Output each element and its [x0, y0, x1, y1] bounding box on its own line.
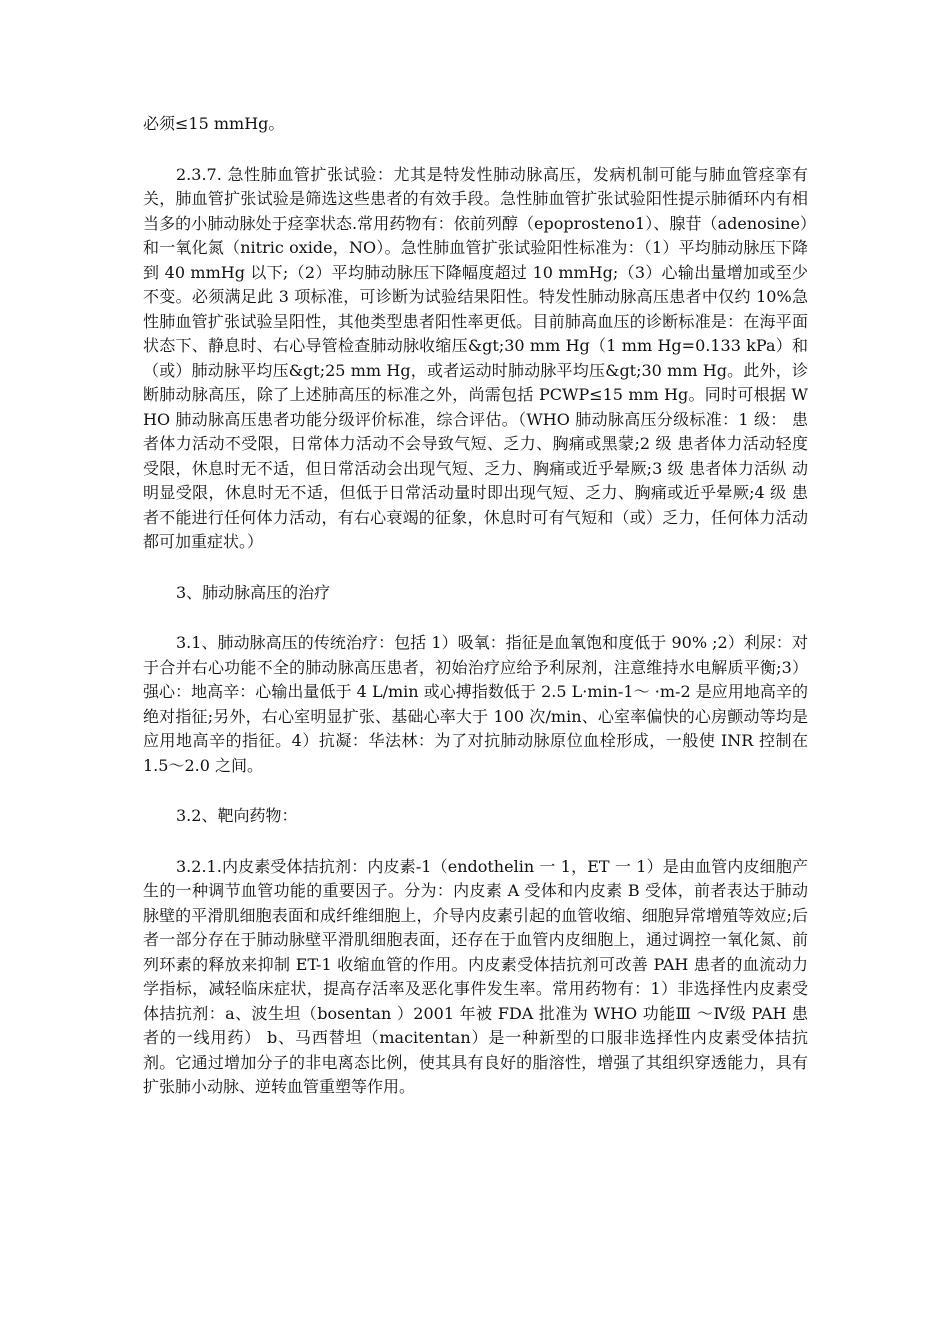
paragraph-3-2-1: 3.2.1.内皮素受体拮抗剂：内皮素-1（endothelin 一 1，ET 一 1）是由血管内皮细胞产生的一种调节血管功能的重要因子。分为：内皮素 A 受体和内皮素 B 受体，前者表达于肺动脉壁的平滑肌细胞表面和成纤维细胞上，介导内皮素引起的血管收缩、细胞异常增殖等效应;后者一部分存在于肺动脉壁平滑肌细胞表面，还存在于血管内皮细胞上，通过调控一氧化氮、前列环素的释放来抑制 ET-1 收缩血管的作用。内皮素受体拮抗剂可改善 PAH 患者的血流动力学指标，减轻临床症状，提高存活率及恶化事件发生率。常用药物有：1）非选择性内皮素受体拮抗剂：a、波生坦（bosentan ）2001 年被 FDA 批准为 WHO 功能Ⅲ ～Ⅳ级 PAH 患者的一线用药） b、马西替坦（macitentan）是一种新型的口服非选择性内皮素受体拮抗剂。它通过增加分子的非电离态比例，使其具有良好的脂溶性，增强了其组织穿透能力，具有扩张肺小动脉、逆转血管重塑等作用。: [143, 856, 808, 1096]
paragraph-continuation: 必须≤15 mmHg。: [143, 114, 285, 133]
paragraph-gap: [143, 778, 808, 804]
paragraph-3-1: 3.1、肺动脉高压的传统治疗：包括 1）吸氧：指征是血氧饱和度低于 90% ;2）利尿：对于合并右心功能不全的肺动脉高压患者，初始治疗应给予利尿剂，注意维持水电解质平衡;3）强心：地高辛：心输出量低于 4 L/min 或心搏指数低于 2.5 L·min-1～ ·m-2 是应用地高辛的绝对指征;另外，右心室明显扩张、基础心率大于 100 次/min、心室率偏快的心房颤动等均是应用地高辛的指征。4）抗凝：华法林：为了对抗肺动脉原位血栓形成，一般使 INR 控制在 1.5～2.0 之间。: [143, 633, 808, 775]
section-heading-3-2: 3.2、靶向药物：: [176, 806, 298, 825]
section-heading-3: 3、肺动脉高压的治疗: [176, 582, 331, 602]
paragraph-2-3-7: 2.3.7. 急性肺血管扩张试验：尤其是特发性肺动脉高压，发病机制可能与肺血管痉挛有关，肺血管扩张试验是筛选这些患者的有效手段。急性肺血管扩张试验阳性提示肺循环内有相当多的小肺动脉处于痉挛状态.常用药物有：依前列醇（epoprosteno1）、腺苷（adenosine）和一氧化氮（nitric oxide，NO）。急性肺血管扩张试验阳性标准为：（1）平均肺动脉压下降到 40 mmHg 以下;（2）平均肺动脉压下降幅度超过 10 mmHg;（3）心输出量增加或至少不变。必须满足此 3 项标准，可诊断为试验结果阳性。特发性肺动脉高压患者中仅约 10%急性肺血管扩张试验呈阳性，其他类型患者阳性率更低。目前肺高血压的诊断标准是：在海平面状态下、静息时、右心导管检查肺动脉收缩压&gt;30 mm Hg（1 mm Hg=0.133 kPa）和（或）肺动脉平均压&gt;25 mm Hg，或者运动时肺动脉平均压&gt;30 mm Hg。此外，诊断肺动脉高压，除了上述肺高压的标准之外，尚需包括 PCWP≤15 mm Hg。同时可根据 WHO 肺动脉高压患者功能分级评价标准，综合评估。（WHO 肺动脉高压分级标准：1 级： 患者体力活动不受限，日常体力活动不会导致气短、乏力、胸痛或黑蒙;2 级 患者体力活动轻度受限，休息时无不适，但日常活动会出现气短、乏力、胸痛或近乎晕厥;3 级 患者体力活纵 动明显受限，休息时无不适，但低于日常活动量时即出现气短、乏力、胸痛或近乎晕厥;4 级 患者不能进行任何体力活动，有右心衰竭的征象，休息时可有气短和（或）乏力，任何体力活动都可加重症状。）: [143, 164, 808, 551]
document-page: [143, 112, 808, 1100]
paragraph-gap: [143, 605, 808, 631]
paragraph-gap: [143, 555, 808, 581]
paragraph-gap: [143, 829, 808, 855]
paragraph-gap: [143, 137, 808, 163]
